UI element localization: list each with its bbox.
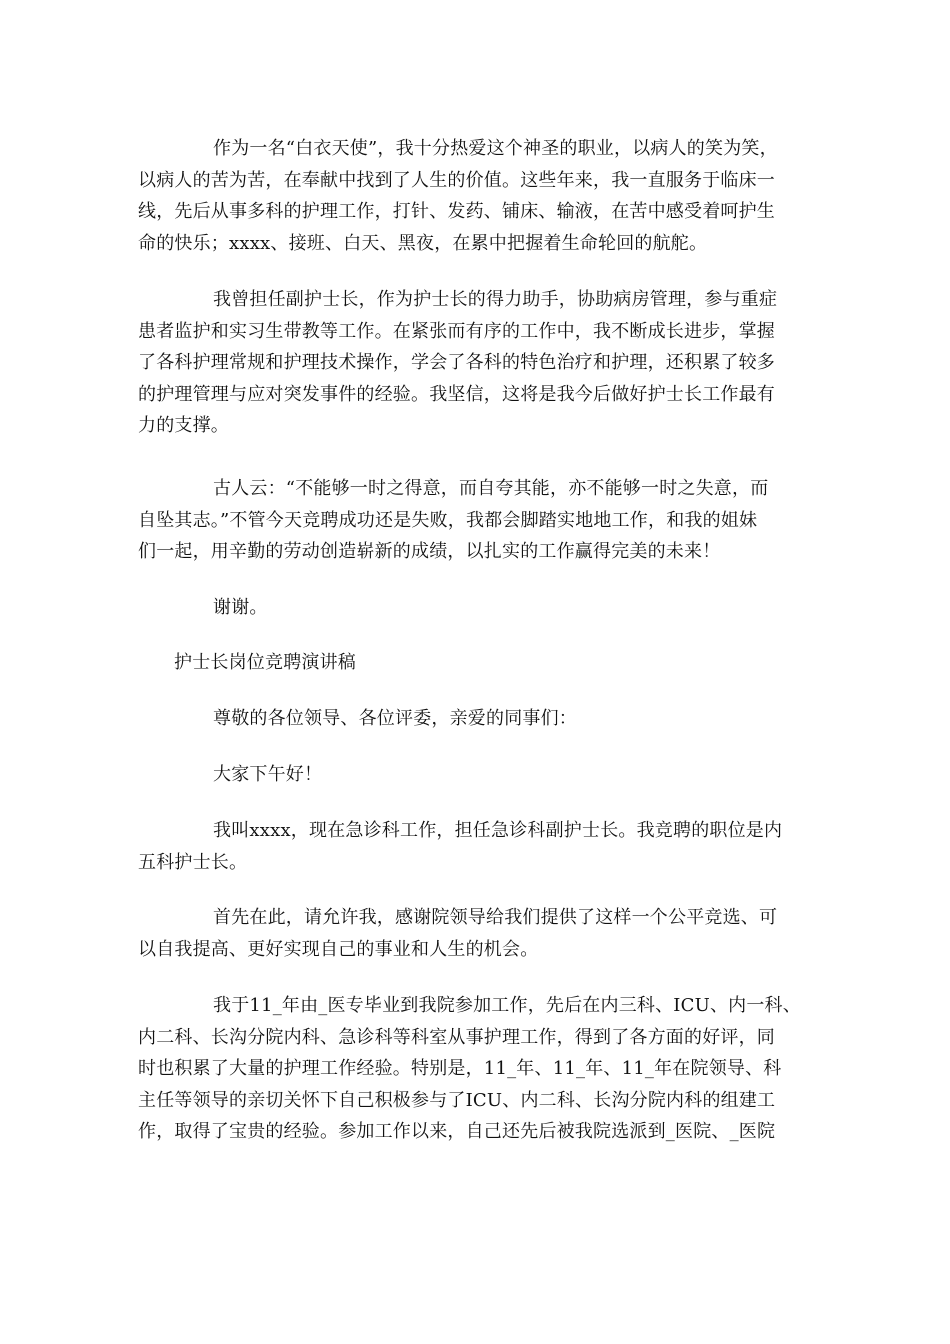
text-line: 以病人的苦为苦，在奉献中找到了人生的价值。这些年来，我一直服务于临床一 xyxy=(138,169,775,191)
text-line: 线，先后从事多科的护理工作，打针、发药、铺床、输液，在苦中感受着呵护生 xyxy=(138,201,775,223)
text-line: 们一起，用辛勤的劳动创造崭新的成绩，以扎实的工作赢得完美的未来！ xyxy=(138,541,721,563)
paragraph-salutation xyxy=(138,703,828,735)
paragraph-self-intro xyxy=(138,815,828,878)
text-line: 首先在此，请允许我，感谢院领导给我们提供了这样一个公平竞选、可 xyxy=(213,907,778,928)
text-line: 谢谢。 xyxy=(213,597,268,618)
text-line: 护士长岗位竞聘演讲稿 xyxy=(174,652,356,673)
text-line: 内二科、长沟分院内科、急诊科等科室从事护理工作，得到了各方面的好评，同 xyxy=(138,1026,775,1048)
text-line: 自坠其志。”不管今天竞聘成功还是失败，我都会脚踏实地地工作，和我的姐妹 xyxy=(138,509,758,531)
text-line: 作，取得了宝贵的经验。参加工作以来，自己还先后被我院选派到_医院、_医院 xyxy=(138,1121,776,1143)
paragraph-work-history xyxy=(138,990,828,1148)
text-line: 力的支撑。 xyxy=(138,415,229,437)
text-line: 患者监护和实习生带教等工作。在紧张而有序的工作中，我不断成长进步，掌握 xyxy=(138,320,775,342)
paragraph-thanks xyxy=(138,592,828,624)
text-line: 古人云：“不能够一时之得意，而自夸其能，亦不能够一时之失意，而 xyxy=(213,478,769,499)
text-line: 命的快乐；xxxx、接班、白天、黑夜，在累中把握着生命轮回的航舵。 xyxy=(138,232,708,254)
paragraph-white-angel xyxy=(138,133,828,259)
paragraph-gratitude xyxy=(138,902,828,965)
text-line: 了各科护理常规和护理技术操作，学会了各科的特色治疗和护理，还积累了较多 xyxy=(138,352,775,374)
text-line: 我于11_年由_医专毕业到我院参加工作，先后在内三科、ICU、内一科、 xyxy=(213,995,801,1016)
paragraph-greeting xyxy=(138,759,828,791)
text-line: 时也积累了大量的护理工作经验。特别是，11_年、11_年、11_年在院领导、科 xyxy=(138,1058,782,1080)
text-line: 作为一名“白衣天使”，我十分热爱这个神圣的职业，以病人的笑为笑， xyxy=(213,138,778,159)
text-line: 五科护士长。 xyxy=(138,851,248,873)
section-title xyxy=(138,647,828,679)
text-line: 尊敬的各位领导、各位评委，亲爱的同事们： xyxy=(213,708,577,729)
text-line: 大家下午好！ xyxy=(213,764,323,785)
text-line: 以自我提高、更好实现自己的事业和人生的机会。 xyxy=(138,938,539,960)
text-line: 主任等领导的亲切关怀下自己积极参与了ICU、内二科、长沟分院内科的组建工 xyxy=(138,1089,776,1111)
text-line: 的护理管理与应对突发事件的经验。我坚信，这将是我今后做好护士长工作最有 xyxy=(138,383,775,405)
paragraph-deputy-head-nurse xyxy=(138,284,828,442)
text-line: 我叫xxxx，现在急诊科工作，担任急诊科副护士长。我竞聘的职位是内 xyxy=(213,820,783,841)
text-line: 我曾担任副护士长，作为护士长的得力助手，协助病房管理，参与重症 xyxy=(213,289,778,310)
paragraph-ancient-saying xyxy=(138,473,828,568)
